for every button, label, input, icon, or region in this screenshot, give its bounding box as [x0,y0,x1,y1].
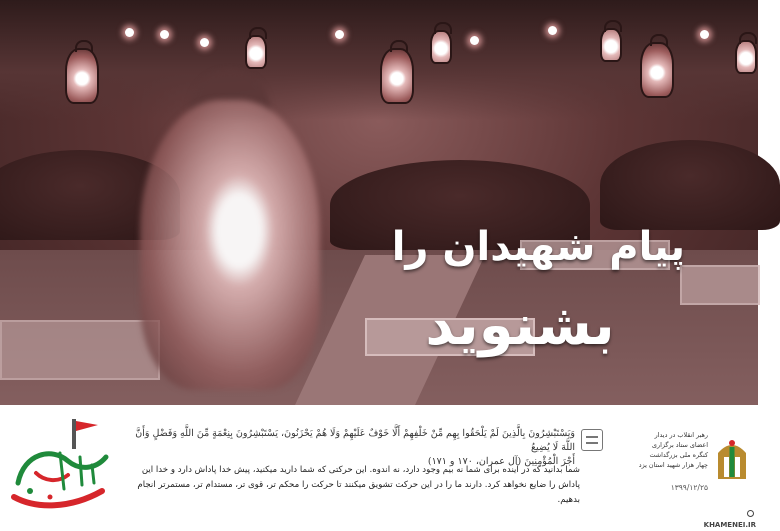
info-line-1: رهبر انقلاب در دیدار [654,431,708,439]
tombstone [0,320,160,380]
verse-line-1: وَيَسْتَبْشِرُونَ بِالَّذِينَ لَمْ يَلْحَقُوا بِهِم مِّنْ خَلْفِهِمْ أَلَّا خَوْفٌ عَلَيْهِمْ وَلَا هُمْ يَحْزَنُونَ، يَسْتَبْشِرُونَ بِنِعْمَةٍ مِّنَ اللَّهِ وَفَضْلٍ وَأَنَّ اللَّهَ لَا يُضِيعُ [135,428,575,453]
lantern-light [200,38,209,47]
lantern-icon [640,42,674,98]
message-line-1: شما بدانید که در آینده برای شما نه بیم وجود دارد، نه اندوه. این حرکتی که شما دارید میکنید، پیش خدا پاداش دارد و خدا این [141,465,580,475]
lantern-icon [245,35,267,69]
lantern-icon [600,28,622,62]
quote-icon [581,429,603,451]
tombstone [680,265,760,305]
leader-message [130,463,580,508]
info-line-2: اعضای ستاد برگزاری [652,441,708,449]
site-logo [700,507,756,529]
source-info [612,430,708,470]
lantern-light [700,30,709,39]
headline-line-1: پیام شهیدان را [391,224,685,270]
info-line-4: چهار هزار شهید استان یزد [638,461,708,469]
province-emblem [712,433,752,481]
lantern-icon [65,48,99,104]
site-logo-icon [747,510,754,517]
info-line-3: کنگره ملی بزرگداشت [649,451,708,459]
lantern-icon [380,48,414,104]
calligraphy-logo [6,413,118,519]
message-line-2: پاداش را ضایع نخواهد کرد. دارند ما را در این حرکت تشویق میکنند تا حرکت را محکم تر، قوی تر، مستدام تر، مستمرتر انجام بدهیم. [137,480,580,505]
lantern-icon [735,40,757,74]
date-label: ۱۳۹۹/۱۲/۲۵ [670,483,708,492]
site-name: KHAMENEI.IR [703,521,756,529]
lantern-light [160,30,169,39]
foreground-lantern [140,100,320,390]
hedge [600,140,780,230]
lantern-light [335,30,344,39]
lantern-light [470,36,479,45]
footer [0,405,758,529]
lantern-light [125,28,134,37]
verse-line-2: أَجْرَ الْمُؤْمِنِينَ (آل عمران، ۱۷۰ و ۱۷۱) [427,456,575,467]
lantern-light [548,26,557,35]
lantern-icon [430,30,452,64]
headline-line-2: بشنوید [425,293,615,358]
